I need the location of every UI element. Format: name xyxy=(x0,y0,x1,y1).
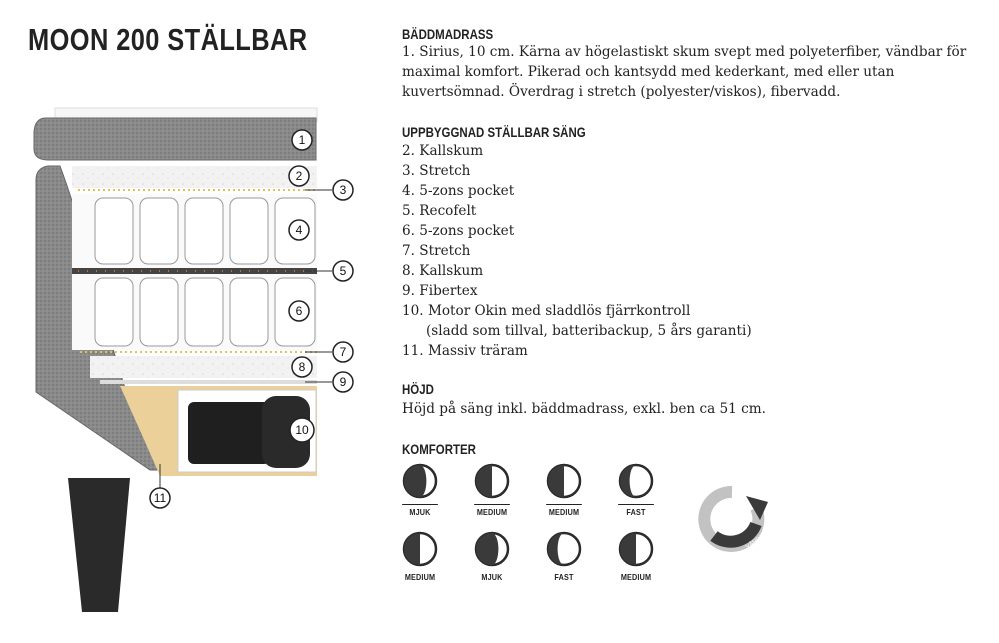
svg-text:5: 5 xyxy=(339,264,347,278)
list-item: 5. Recofelt xyxy=(402,203,477,219)
comfort-moon-icon xyxy=(545,462,583,500)
comfort-label: MJUK xyxy=(481,572,503,582)
list-item: 8. Kallskum xyxy=(402,263,484,279)
comfort-label: MEDIUM xyxy=(404,572,436,582)
callout-6 xyxy=(289,301,309,321)
svg-text:4: 4 xyxy=(295,223,303,237)
comfort-indicator xyxy=(464,462,520,517)
callout-3 xyxy=(333,180,353,200)
comfort-indicator xyxy=(608,530,664,582)
comfort-indicator xyxy=(536,530,592,582)
list-item: 9. Fibertex xyxy=(402,283,478,299)
list-item: 2. Kallskum xyxy=(402,143,484,159)
callout-9 xyxy=(333,372,353,392)
callout-7 xyxy=(333,342,353,362)
comfort-indicator xyxy=(464,530,520,582)
comfort-moon-icon xyxy=(401,530,439,568)
top-mattress xyxy=(34,118,316,160)
callout-8 xyxy=(292,357,312,377)
list-item: 6. 5-zons pocket xyxy=(402,223,515,239)
svg-text:9: 9 xyxy=(339,375,347,389)
comfort-label: MEDIUM xyxy=(474,504,510,517)
comfort-label: MEDIUM xyxy=(546,504,582,517)
pocket-springs-lower xyxy=(72,274,317,350)
comfort-label: FAST xyxy=(618,504,654,517)
comfort-indicator xyxy=(392,530,448,582)
svg-text:6: 6 xyxy=(295,304,303,318)
callout-4 xyxy=(289,220,309,240)
svg-text:10: 10 xyxy=(295,423,309,437)
height-description: Höjd på säng inkl. bäddmadrass, exkl. ben ca 51 cm. xyxy=(402,401,766,417)
list-item: 4. 5-zons pocket xyxy=(402,183,515,199)
pocket-springs-upper xyxy=(72,194,317,268)
list-item: 10. Motor Okin med sladdlös fjärrkontroll xyxy=(402,303,691,319)
comfort-indicator xyxy=(536,462,592,517)
heading-construction: UPPBYGGNAD STÄLLBAR SÄNG xyxy=(402,124,586,140)
flip-arrow-icon xyxy=(692,484,772,554)
bed-cross-section-diagram xyxy=(0,0,380,643)
comfort-label: FAST xyxy=(554,572,574,582)
callout-1 xyxy=(292,130,312,150)
comfort-moon-icon xyxy=(473,462,511,500)
svg-text:VÄNDBAR: VÄNDBAR xyxy=(745,528,772,551)
page-title: MOON 200 STÄLLBAR xyxy=(28,22,308,57)
callout-10 xyxy=(290,418,314,442)
comfort-indicator xyxy=(608,462,664,517)
comfort-moon-icon xyxy=(473,530,511,568)
callout-2 xyxy=(289,166,309,186)
svg-text:2: 2 xyxy=(295,169,303,183)
svg-text:11: 11 xyxy=(153,491,167,505)
comfort-moon-icon xyxy=(545,530,583,568)
comfort-label: MJUK xyxy=(402,504,438,517)
comfort-moon-icon xyxy=(401,462,439,500)
comfort-moon-icon xyxy=(617,462,655,500)
svg-text:1: 1 xyxy=(298,133,306,147)
list-item: 3. Stretch xyxy=(402,163,471,179)
heading-mattress: BÄDDMADRASS xyxy=(402,26,494,42)
comfort-indicator xyxy=(392,462,448,517)
heading-height: HÖJD xyxy=(402,381,434,397)
motor xyxy=(188,402,270,464)
svg-text:3: 3 xyxy=(339,183,347,197)
comfort-label: MEDIUM xyxy=(620,572,652,582)
list-item: (sladd som tillval, batteribackup, 5 års garanti) xyxy=(426,323,752,339)
svg-text:8: 8 xyxy=(298,360,306,374)
bed-leg xyxy=(68,478,130,612)
mattress-description: 1. Sirius, 10 cm. Kärna av högelastiskt skum svept med polyeterfiber, vändbar för maximal komfort. Pikerad och kantsydd med kederkant, med eller utan kuvertsömnad. Överdrag i stretch (polyester/viskos), fibervadd. xyxy=(402,44,967,100)
comfort-grid xyxy=(402,462,702,592)
comfort-moon-icon xyxy=(617,530,655,568)
svg-text:7: 7 xyxy=(339,345,347,359)
list-item: 7. Stretch xyxy=(402,243,471,259)
list-item: 11. Massiv träram xyxy=(402,343,528,359)
callout-11 xyxy=(150,488,170,508)
callout-5 xyxy=(333,261,353,281)
heading-comfort: KOMFORTER xyxy=(402,441,476,457)
